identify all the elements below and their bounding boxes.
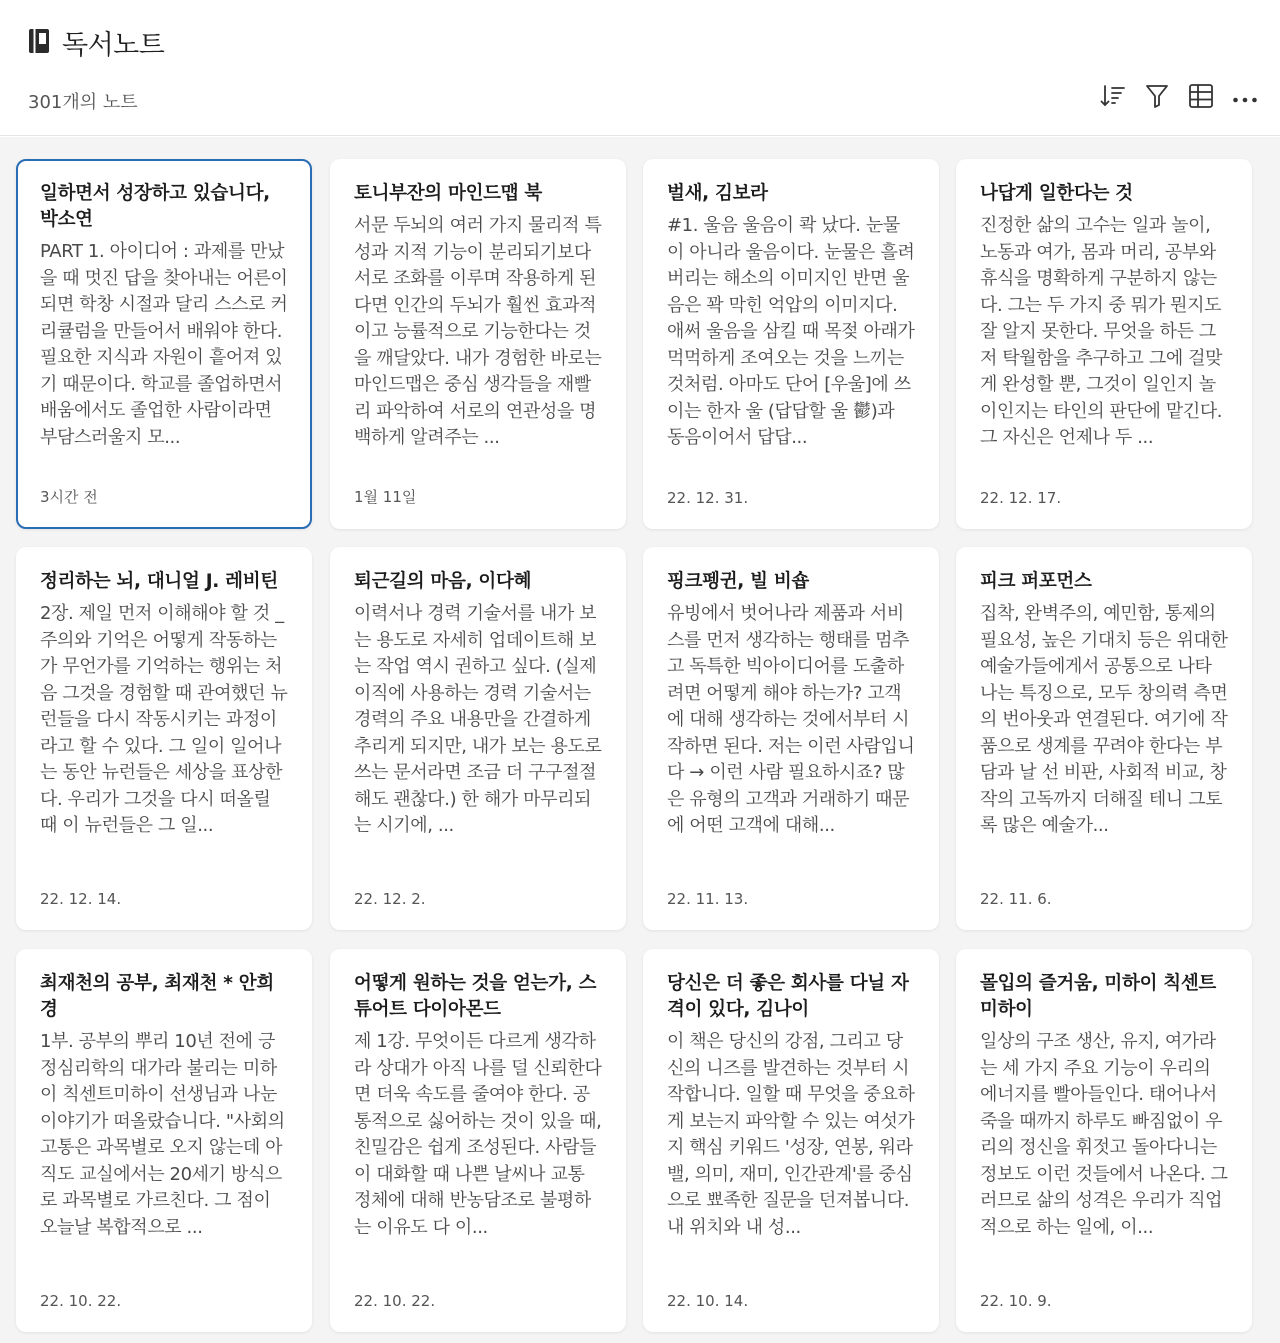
note-title: 핑크펭귄, 빌 비숍 [667, 571, 810, 592]
page-title-row [28, 24, 164, 60]
note-title: 퇴근길의 마음, 이다혜 [354, 571, 532, 592]
filter-button[interactable] [1144, 84, 1170, 112]
note-title: 일하면서 성장하고 있습니다, 박소연 [40, 183, 270, 230]
note-title: 벌새, 김보라 [667, 183, 768, 204]
note-excerpt: 집착, 완벽주의, 예민함, 통제의 필요성, 높은 기대치 등은 위대한 예술가들에게서 공통으로 나타나는 특징으로, 모두 창의력 측면의 번아웃과 연결된다. 여기에 작품으로 생계를 꾸려야 한다는 부담과 날 선 비판, 사회적 비교, 창작의 고독까지 더해질 테니 그토록 많은 예술가... [980, 603, 1228, 836]
note-excerpt: 유빙에서 벗어나라 제품과 서비스를 먼저 생각하는 행태를 멈추고 독특한 빅아이디어를 도출하려면 어떻게 해야 하는가? 고객에 대해 생각하는 것에서부터 시작하면 된다. 저는 이런 사람입니다 → 이런 사람 필요하시죠? 많은 유형의 고객과 거래하기 때문에 어떤 고객에 대해... [667, 603, 915, 836]
note-title: 어떻게 원하는 것을 얻는가, 스튜어트 다이아몬드 [354, 973, 597, 1020]
note-excerpt: 서문 두뇌의 여러 가지 물리적 특성과 지적 기능이 분리되기보다 서로 조화를 이루며 작용하게 된다면 인간의 두뇌가 훨씬 효과적이고 능률적으로 기능한다는 것을 깨달았다. 내가 경험한 바로는 마인드맵은 중심 생각들을 재빨리 파악하여 서로의 연관성을 명백하게 알려주는 ... [354, 215, 602, 448]
note-excerpt: 2장. 제일 먼저 이해해야 할 것 _주의와 기억은 어떻게 작동하는가 무언가를 기억하는 행위는 처음 그것을 경험할 때 관여했던 뉴런들을 다시 작동시키는 과정이라고 할 수 있다. 그 일이 일어나는 동안 뉴런들은 세상을 표상한다. 우리가 그것을 다시 떠올릴 때 이 뉴런들은 그 일... [40, 603, 288, 836]
note-count: 301개의 노트 [28, 92, 138, 113]
note-card[interactable] [956, 949, 1252, 1332]
note-card[interactable] [330, 159, 626, 529]
note-card[interactable] [16, 159, 312, 529]
note-title: 토니부잔의 마인드맵 북 [354, 183, 542, 204]
page-title: 독서노트 [62, 29, 165, 61]
header [0, 0, 1280, 136]
note-date: 1월 11일 [354, 488, 417, 506]
note-date: 22. 12. 2. [354, 890, 426, 908]
note-card[interactable] [643, 949, 939, 1332]
note-excerpt: 이력서나 경력 기술서를 내가 보는 용도로 자세히 업데이트해 보는 작업 역시 권하고 싶다. (실제 이직에 사용하는 경력 기술서는 경력의 주요 내용만을 간결하게 추리게 되지만, 내가 보는 용도로 쓰는 문서라면 조금 더 구구절절해도 괜찮다.) 한 해가 마무리되는 시기에, ... [354, 603, 602, 836]
note-date: 22. 12. 31. [667, 489, 749, 507]
note-date: 3시간 전 [40, 488, 98, 506]
note-card[interactable] [330, 949, 626, 1332]
note-card[interactable] [16, 949, 312, 1332]
notes-gallery [0, 137, 1280, 1343]
note-excerpt: #1. 울음 울음이 콱 났다. 눈물이 아니라 울음이다. 눈물은 흘려버리는 해소의 이미지인 반면 울음은 꽉 막힌 억압의 이미지다. 애써 울음을 삼킬 때 목젖 아래가 먹먹하게 조여오는 것을 느끼는 것처럼. 아마도 단어 [우울]에 쓰이는 한자 울 (답답할 울 鬱)과 동음이어서 답답... [667, 215, 915, 448]
note-date: 22. 12. 17. [980, 489, 1062, 507]
note-title: 당신은 더 좋은 회사를 다닐 자격이 있다, 김나이 [667, 973, 909, 1020]
note-date: 22. 10. 22. [354, 1292, 436, 1310]
note-title: 최재천의 공부, 최재천 * 안희경 [40, 973, 274, 1020]
note-date: 22. 10. 9. [980, 1292, 1052, 1310]
book-icon [28, 27, 50, 57]
sort-icon [1100, 83, 1126, 113]
table-layout-icon [1188, 83, 1214, 113]
filter-icon [1145, 83, 1169, 113]
note-title: 정리하는 뇌, 대니얼 J. 레비틴 [40, 571, 278, 592]
note-title: 나답게 일한다는 것 [980, 183, 1133, 204]
note-excerpt: 제 1강. 무엇이든 다르게 생각하라 상대가 아직 나를 덜 신뢰한다면 더욱 속도를 줄여야 한다. 공통적으로 싫어하는 것이 있을 때, 친밀감은 쉽게 조성된다. 사람들이 대화할 때 나쁜 날씨나 교통 정체에 대해 반농담조로 불평하는 이유도 다 이... [354, 1031, 602, 1238]
toolbar [1100, 84, 1258, 112]
note-date: 22. 11. 6. [980, 890, 1052, 908]
sort-button[interactable] [1100, 84, 1126, 112]
more-icon [1232, 89, 1258, 108]
note-date: 22. 10. 22. [40, 1292, 122, 1310]
note-card[interactable] [956, 547, 1252, 930]
note-title: 피크 퍼포먼스 [980, 571, 1092, 592]
note-excerpt: 진정한 삶의 고수는 일과 놀이, 노동과 여가, 몸과 머리, 공부와 휴식을 명확하게 구분하지 않는다. 그는 두 가지 중 뭐가 뭔지도 잘 알지 못한다. 무엇을 하든 그저 탁월함을 추구하고 그에 걸맞게 완성할 뿐, 그것이 일인지 놀이인지는 타인의 판단에 맡긴다. 그 자신은 언제나 두 ... [980, 215, 1223, 448]
note-excerpt: PART 1. 아이디어 : 과제를 만났을 때 멋진 답을 찾아내는 어른이 되면 학창 시절과 달리 스스로 커리큘럼을 만들어서 배워야 한다. 필요한 지식과 자원이 흩어져 있기 때문이다. 학교를 졸업하면서 배움에서도 졸업한 사람이라면 부담스러울지 모... [40, 241, 288, 448]
note-date: 22. 12. 14. [40, 890, 122, 908]
note-date: 22. 10. 14. [667, 1292, 749, 1310]
note-excerpt: 1부. 공부의 뿌리 10년 전에 긍정심리학의 대가라 불리는 미하이 칙센트미하이 선생님과 나눈 이야기가 떠올랐습니다. "사회의 고통은 과목별로 오지 않는데 아직도 교실에서는 20세기 방식으로 과목별로 가르친다. 그 점이 오늘날 복합적으로 ... [40, 1031, 285, 1238]
note-card[interactable] [330, 547, 626, 930]
note-excerpt: 일상의 구조 생산, 유지, 여가라는 세 가지 주요 기능이 우리의 에너지를 빨아들인다. 태어나서 죽을 때까지 하루도 빠짐없이 우리의 정신을 휘젓고 돌아다니는 정보도 이런 것들에서 나온다. 그러므로 삶의 성격은 우리가 직업적으로 하는 일에, 이... [980, 1031, 1228, 1238]
note-date: 22. 11. 13. [667, 890, 749, 908]
note-card[interactable] [16, 547, 312, 930]
note-card[interactable] [643, 547, 939, 930]
note-card[interactable] [643, 159, 939, 529]
note-card[interactable] [956, 159, 1252, 529]
note-excerpt: 이 책은 당신의 강점, 그리고 당신의 니즈를 발견하는 것부터 시작합니다. 일할 때 무엇을 중요하게 보는지 파악할 수 있는 여섯가지 핵심 키워드 '성장, 연봉, 워라밸, 의미, 재미, 인간관계'를 중심으로 뾰족한 질문을 던져봅니다. 내 위치와 내 성... [667, 1031, 915, 1238]
layout-button[interactable] [1188, 84, 1214, 112]
note-title: 몰입의 즐거움, 미하이 칙센트미하이 [980, 973, 1217, 1020]
more-button[interactable] [1232, 84, 1258, 112]
